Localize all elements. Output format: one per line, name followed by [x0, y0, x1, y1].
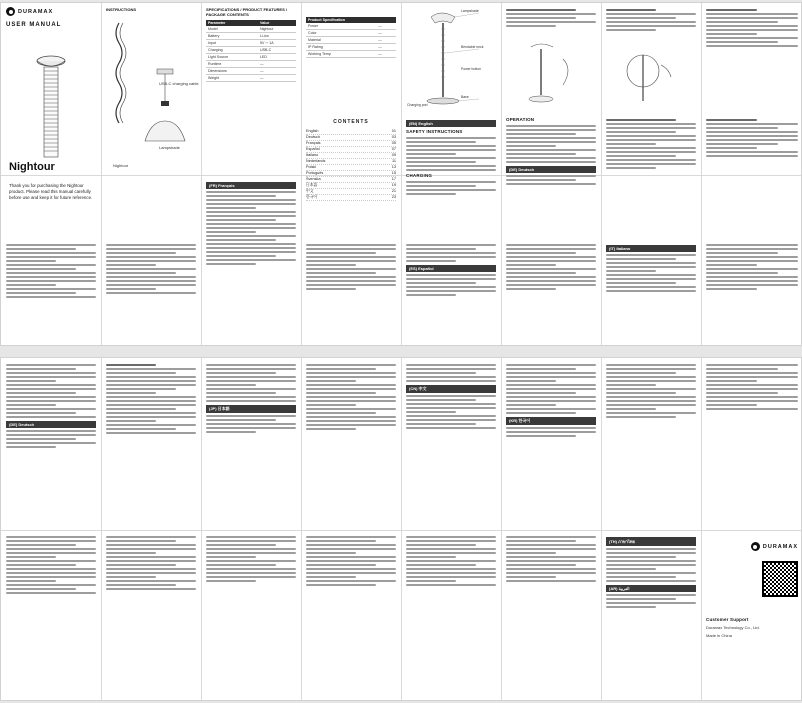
- toc-row[interactable]: Italiano 09: [306, 153, 396, 157]
- support-title: Customer Support: [706, 617, 749, 622]
- toc-row[interactable]: 日本語 19: [306, 183, 396, 187]
- table-row: Light Source LED: [206, 54, 296, 61]
- table-row: Input 5V ⎓ 1A: [206, 40, 296, 47]
- brand-logo: [6, 7, 96, 16]
- diagram-label-lampshade: Lampshade: [461, 9, 479, 13]
- manual-sheet-front: [0, 2, 802, 346]
- text-panel: [201, 358, 301, 530]
- text-panel: [501, 530, 601, 700]
- text-panel: [601, 238, 701, 346]
- toc-row[interactable]: Español 07: [306, 147, 396, 151]
- section-deutsch-back: (DE) Deutsch: [6, 421, 96, 428]
- text-panel: [1, 238, 101, 346]
- table-row: Runtime —: [206, 61, 296, 68]
- back-cover-panel: [701, 530, 802, 700]
- table-row: IP Rating —: [306, 44, 396, 51]
- text-panel: [1, 358, 101, 530]
- section-espanol: (ES) Español: [406, 265, 496, 272]
- manual-title: USER MANUAL: [6, 22, 62, 28]
- heading-safety: SAFETY INSTRUCTIONS: [406, 129, 463, 134]
- table-row: Dimensions —: [206, 68, 296, 75]
- table-row: Material —: [306, 37, 396, 44]
- text-panel: [601, 358, 701, 530]
- product-illustration: [1, 43, 101, 163]
- text-panel: [401, 358, 501, 530]
- figures-panel: [101, 3, 201, 175]
- text-panel: [301, 530, 401, 700]
- spec-header-value: Value: [258, 20, 296, 26]
- instruction-panel-1: [501, 3, 601, 113]
- text-panel: [401, 238, 501, 346]
- text-panel: [401, 530, 501, 700]
- text-panel: [201, 175, 301, 346]
- label-product: Nightour: [113, 163, 129, 168]
- diagram-label-port: Charging port: [407, 103, 428, 107]
- section-arabic: (AR) العربية: [606, 585, 696, 592]
- text-panel: [101, 530, 201, 700]
- section-francais: (FR) Français: [206, 182, 296, 189]
- text-panel: [701, 113, 802, 233]
- english-panel: [401, 113, 501, 233]
- manual-sheet-back: [0, 357, 802, 701]
- table-row: Color —: [306, 30, 396, 37]
- text-panel: [301, 238, 401, 346]
- toc-row[interactable]: Deutsch 03: [306, 135, 396, 139]
- toc-row[interactable]: Polski 13: [306, 165, 396, 169]
- text-panel: [1, 530, 101, 700]
- label-usb-cable: USB-C charging cable: [159, 81, 199, 86]
- qr-code[interactable]: [762, 561, 798, 597]
- figures-section-label: INSTRUCTIONS: [106, 7, 136, 12]
- usage-illustration: [501, 37, 601, 107]
- toc-row[interactable]: Nederlands 11: [306, 159, 396, 163]
- text-panel: [601, 530, 701, 700]
- text-panel: [101, 238, 201, 346]
- table-row: Power —: [306, 23, 396, 30]
- thanks-text: Thank you for purchasing the Nightour product. Please read this manual carefully before use and keep it for future reference.: [9, 183, 93, 200]
- touch-illustration: [601, 43, 701, 103]
- spec-header-param: Parameter: [206, 20, 258, 26]
- text-panel: [701, 238, 802, 346]
- toc-row[interactable]: Português 15: [306, 171, 396, 175]
- contents-title: CONTENTS: [333, 119, 369, 125]
- section-italiano: (IT) Italiano: [606, 245, 696, 252]
- table-row: Charging USB-C: [206, 47, 296, 54]
- heading-operation: OPERATION: [506, 117, 535, 122]
- diagram-label-neck: Bendable neck: [461, 45, 484, 49]
- spec-panel-a: [201, 3, 301, 113]
- text-panel: [201, 530, 301, 700]
- instruction-panel-3: [701, 3, 802, 113]
- section-chinese: (CN) 中文: [406, 385, 496, 393]
- back-brand-name: DURAMAX: [762, 543, 798, 550]
- brand-name: DURAMAX: [18, 8, 54, 15]
- spec-title: SPECIFICATIONS / PRODUCT FEATURES / PACKAGE CONTENTS: [206, 7, 287, 17]
- label-lampshade: Lampshade: [159, 145, 180, 150]
- section-thai: (TH) ภาษาไทย: [606, 537, 696, 546]
- spec-table-b: [306, 17, 396, 58]
- spec-panel-b: [301, 3, 401, 113]
- company-name: Duramax Technology Co., Ltd.: [706, 625, 760, 631]
- toc-row[interactable]: Français 05: [306, 141, 396, 145]
- table-row: Model Nightour: [206, 26, 296, 33]
- toc-row[interactable]: 한국어 23: [306, 195, 396, 199]
- section-deutsch: (DE) Deutsch: [506, 166, 596, 173]
- instruction-panel-2: [601, 3, 701, 113]
- brand-mark-icon: [6, 7, 15, 16]
- back-brand-logo: [706, 542, 798, 551]
- parts-diagram: [401, 3, 501, 113]
- spec-table-a: [206, 20, 296, 82]
- diagram-label-button: Power button: [461, 67, 481, 71]
- text-panel: [501, 113, 601, 233]
- product-name: Nightour: [9, 161, 55, 173]
- section-japanese: (JP) 日本語: [206, 405, 296, 413]
- text-panel: [701, 358, 802, 530]
- heading-charging: CHARGING: [406, 173, 433, 178]
- text-panel: [501, 238, 601, 346]
- text-panel: [501, 358, 601, 530]
- spec-header-product: Product Specification: [306, 17, 396, 23]
- table-row: Battery Li-ion: [206, 33, 296, 40]
- diagram-panel: [401, 3, 501, 113]
- table-row: Weight —: [206, 75, 296, 82]
- table-row: Working Temp —: [306, 51, 396, 58]
- cover-panel: [1, 3, 101, 238]
- toc-row[interactable]: Svenska 17: [306, 177, 396, 181]
- section-korean: (KR) 한국어: [506, 417, 596, 425]
- brand-mark-icon: [751, 542, 760, 551]
- toc-row[interactable]: English 01: [306, 129, 396, 133]
- text-panel: [301, 358, 401, 530]
- contents-panel: [301, 113, 401, 233]
- diagram-label-base: Base: [461, 95, 469, 99]
- section-english: (EN) English: [406, 120, 496, 127]
- text-panel: [101, 358, 201, 530]
- text-panel: [601, 113, 701, 233]
- toc-row[interactable]: 中文 21: [306, 189, 396, 193]
- made-in: Made in China: [706, 632, 732, 638]
- figures-illustration: [101, 13, 201, 173]
